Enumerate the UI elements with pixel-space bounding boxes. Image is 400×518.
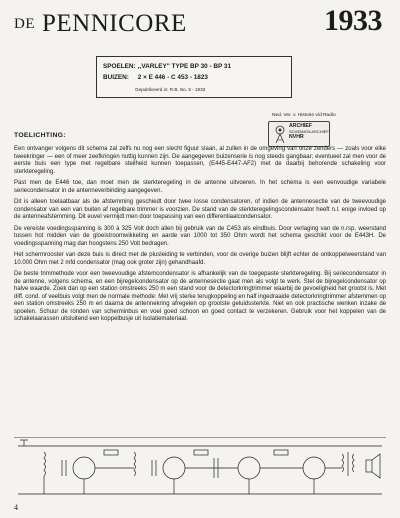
paragraph: Past men de E446 toe, dan moet men de sterkteregeling in de antenne uitvoeren. In het schema is een eenvoudige variabele seriecondensator in de antenneverbinding aangegeven. [14, 180, 386, 194]
paragraph: Het schermrooster van deze buis is direct met de plusleiding te verbinden, voor de overige buizen blijft echter de ontkoppelweerstand van 10.000 Ohm met 2 mfd condensator (mag ook groter zijn) gehandhaafd. [14, 252, 386, 266]
stamp-caption: Ned. Ver. v. Historie v/d Radio [272, 113, 336, 118]
stamp-text [289, 124, 329, 140]
spec-box [96, 56, 292, 98]
page-header [14, 4, 386, 40]
title-prefix: DE [14, 16, 35, 32]
explanation-text [14, 146, 386, 328]
stamp-line-schemata: SCHEMATA ARCHIEF [289, 129, 329, 135]
publication-note: Gepubliceerd in: R.B. No. 5 - 1933 [135, 87, 206, 92]
paragraph: De vereiste voedingsspanning is 300 à 325 Volt doch allen bij gebruik van de C453 als eindbuis. Door verlaging van de n.rsp. weerstand tussen hot midden van de gloeistroomwikkeling en aarde van 1000 tot 350 Ohm wordt het schema geschikt voor de E443H. De voedingsspanning mag dan hoogstens 250 Volt bedragen. [14, 225, 386, 247]
stamp-line-archief: ARCHIEF [289, 123, 313, 129]
page-title: PENNICORE [42, 10, 187, 37]
paragraph: Dit is alleen toelaatbaar als de afstemming geschiedt door twee losse condensatoren, of indien de antennesectie van de tweevoudige condensator van een van buiten af regelbare trimmer is voorzien. De stand van de sterkteregelingscondensator heeft n.l. enige invloed op de antenneafstemming. Dit euvel vermijdt men door toepassing van een differentiaalcondensator. [14, 199, 386, 220]
section-title: TOELICHTING: [14, 132, 66, 139]
title-year: 1933 [324, 4, 382, 37]
paragraph: De beste trimmethode voor een tweevoudige afstemcondensator is afhankelijk van de toegepaste sterkteregeling. Bij seriecondensator in de antenne, volgens schema, en een bijregelcondensator op de antennesectie gaat men als volgt te werk. Stel de bijregelcondensator op halve waarde. Zoek dan op een station omstreeks 250 m een stand voor de detectorkringtrimmer waarbij de gevoeligheid het grootst is. Met diff. cond. of veelbuis volgt men de normale methode: Met vrij sterke terugkoppeling en half ingedraaide detectorkringtrimmer afstemmen op een station omstreeks 250 m en daarna de antennekring afregelen op grootste geluidssterkte. Niet en ook practische wenken inzake de spoelen. Schuur de ronden van scherminbus en voel goed schoon en goed contact te verzekeren. Gebruik voor het koppelen van de schakelaarassen uitsluitend een koppelbusje uit isolatiemateriaal. [14, 271, 386, 322]
radio-tower-icon [271, 123, 289, 145]
tubes-label: BUIZEN: [103, 74, 129, 81]
page-number: 4 [14, 503, 18, 512]
archive-stamp [268, 121, 330, 147]
coils-label: SPOELEN: [103, 63, 136, 70]
tubes-value: 2 × E 446 - C 453 - 1823 [137, 74, 208, 81]
spec-row-coils [103, 63, 231, 70]
paragraph: Een ontvanger volgens dit schema zal zelfs nu nog een slecht figuur slaan, al zullen in de omgeving van onze zenders — zoals voor elke tweekringer — een of meer zeefkringen nuttig kunnen zijn. De aangegeven buizenserie is nog steeds gangbaar; eventueel zal men voor de eerste buis een type met regelbare steilheid kunnen toepassen, (E445-E447-AF2) met de daarbij behorende schakeling voor sterkteregeling. [14, 146, 386, 175]
circuit-schematic [14, 437, 386, 500]
stamp-line-nvhr: NVHR [289, 133, 304, 140]
spec-row-tubes [103, 74, 208, 81]
coils-value: ,,VARLEY" TYPE BP 30 - BP 31 [137, 63, 232, 70]
